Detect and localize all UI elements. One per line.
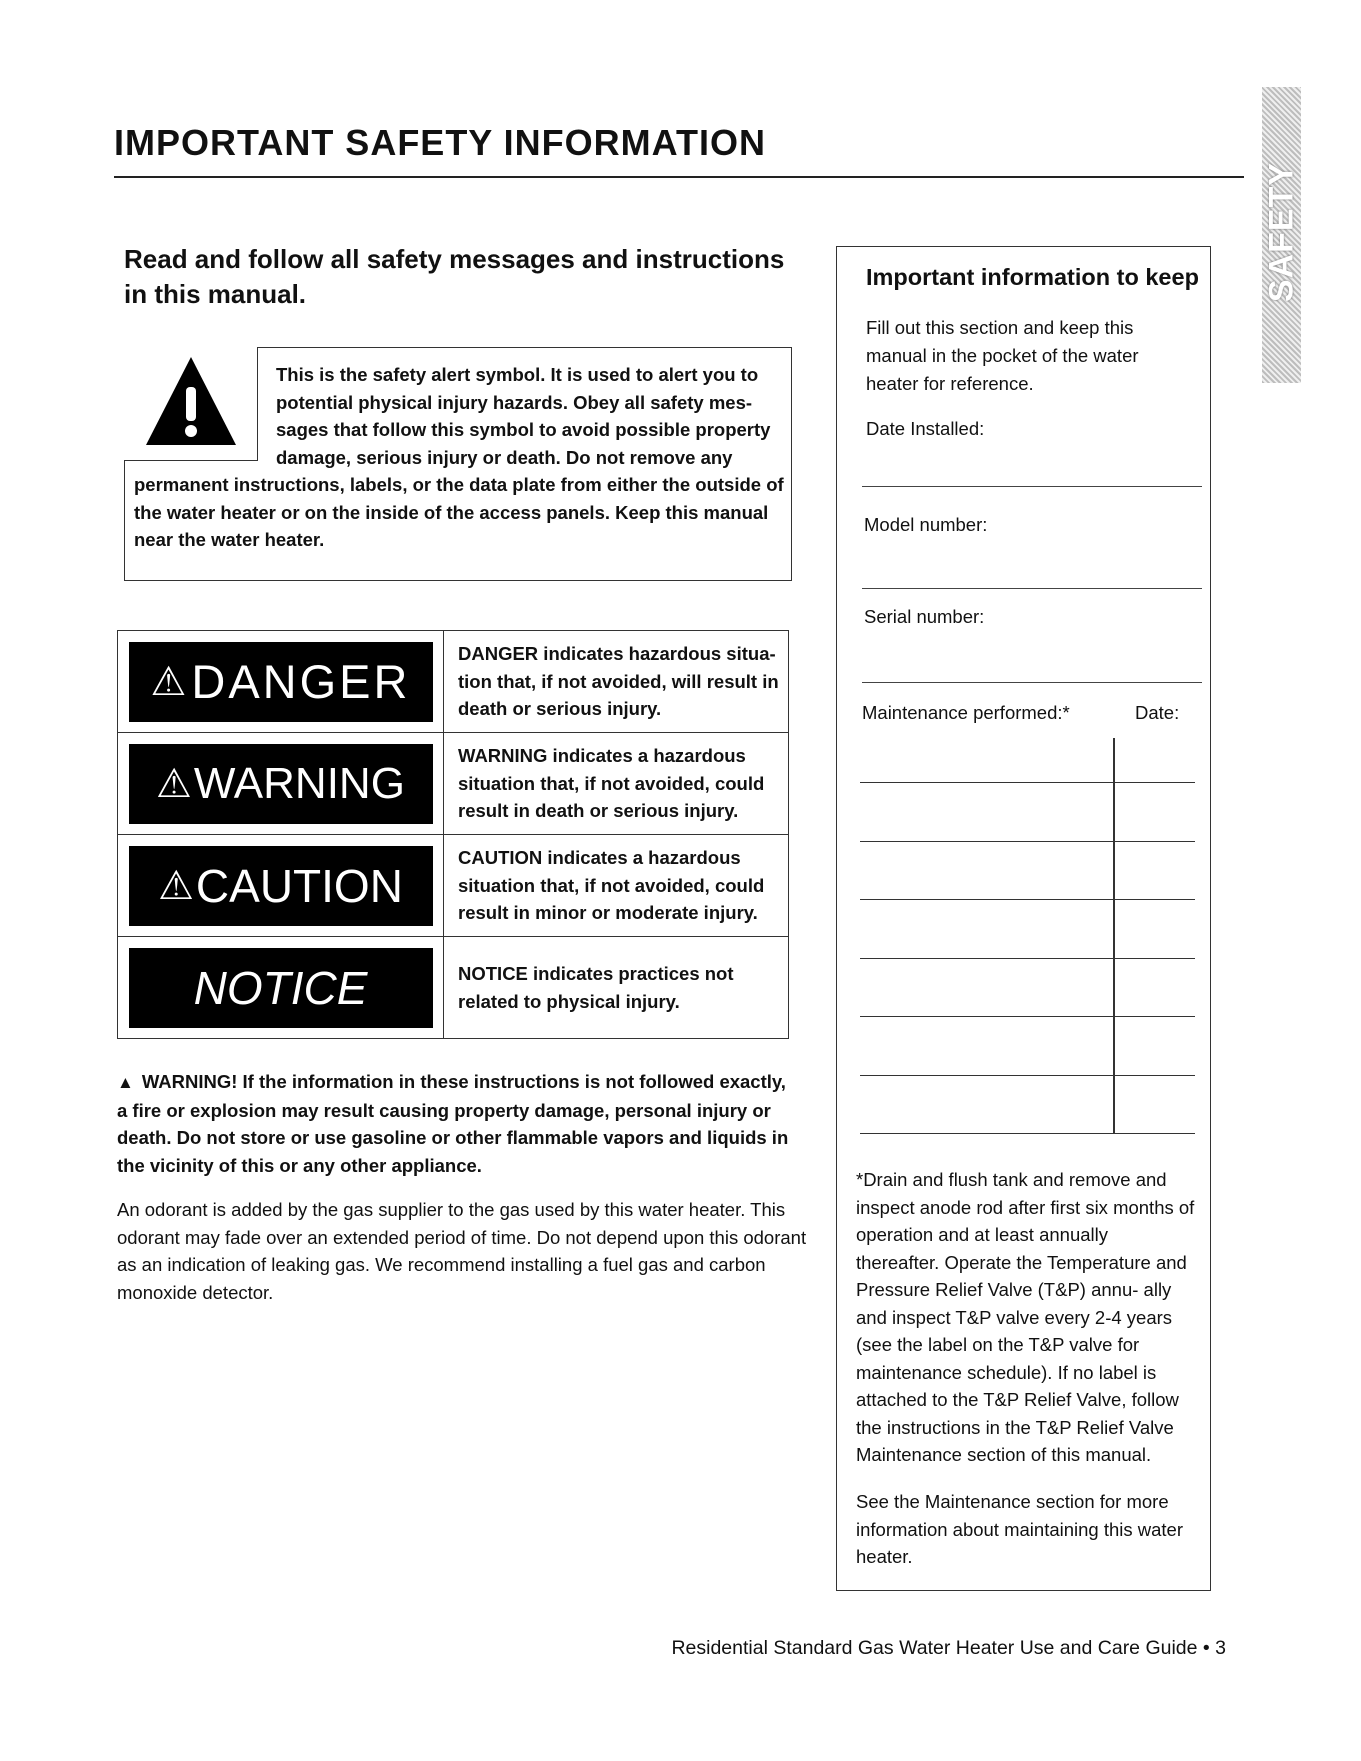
side-tab-label: SAFETY bbox=[1262, 161, 1300, 303]
alert-line: potential physical injury hazards. Obey all safety mes- bbox=[276, 391, 753, 413]
warning-badge: ⚠ WARNING bbox=[129, 744, 433, 824]
maintenance-line bbox=[860, 1075, 1195, 1076]
model-number-label: Model number: bbox=[864, 514, 988, 535]
maintenance-date-label: Date: bbox=[1135, 702, 1180, 723]
alert-triangle-icon: ⚠ bbox=[156, 761, 192, 806]
maintenance-column-divider bbox=[1113, 738, 1115, 1133]
danger-description: DANGER indicates hazardous situa- tion that, if not avoided, will result in death or serious injury. bbox=[444, 631, 789, 733]
maintenance-line bbox=[860, 958, 1195, 959]
alert-line: near the water heater. bbox=[134, 529, 325, 550]
maintenance-performed-label: Maintenance performed:* bbox=[862, 702, 1070, 723]
alert-triangle-icon: ⚠ bbox=[150, 659, 190, 704]
maintenance-line bbox=[860, 1133, 1195, 1134]
alert-line: the water heater or on the inside of the access panels. Keep this manual bbox=[134, 501, 769, 523]
maintenance-line bbox=[860, 899, 1195, 900]
caution-description: CAUTION indicates a hazardous situation that, if not avoided, could result in minor or moderate injury. bbox=[444, 835, 789, 937]
alert-line: permanent instructions, labels, or the data plate from either the outside of bbox=[134, 474, 784, 495]
odorant-paragraph: An odorant is added by the gas supplier to the gas used by this water heater. This odorant may fade over an extended period of time. Do not depend upon this odorant as an indication of leaking gas. We recommend installing a fuel gas and carbon monoxide detector. bbox=[117, 1199, 807, 1303]
page-footer: Residential Standard Gas Water Heater Use and Care Guide • 3 bbox=[671, 1637, 1226, 1659]
signal-word-table bbox=[117, 630, 789, 1039]
alert-triangle-icon: ⚠ bbox=[158, 863, 194, 908]
intro-heading: Read and follow all safety messages and instructions in this manual. bbox=[124, 244, 785, 309]
maintenance-line bbox=[860, 1016, 1195, 1017]
alert-line: sages that follow this symbol to avoid possible property bbox=[276, 419, 771, 440]
maintenance-line bbox=[860, 841, 1195, 842]
maintenance-see-more: See the Maintenance section for more information about maintaining this water heater. bbox=[856, 1491, 1184, 1567]
warning-description: WARNING indicates a hazardous situation that, if not avoided, could result in death or serious injury. bbox=[444, 733, 789, 835]
maintenance-line bbox=[860, 782, 1195, 783]
serial-number-label: Serial number: bbox=[864, 606, 985, 627]
info-box-heading: Important information to keep bbox=[866, 264, 1199, 290]
safety-alert-text bbox=[134, 361, 784, 554]
danger-badge: ⚠ DANGER bbox=[129, 642, 433, 722]
caution-badge: ⚠ CAUTION bbox=[129, 846, 433, 926]
page-title: IMPORTANT SAFETY INFORMATION bbox=[114, 122, 766, 163]
small-warning-triangle-icon: ▲ bbox=[117, 1073, 134, 1092]
notice-badge: NOTICE bbox=[129, 948, 433, 1028]
signal-row-caution bbox=[118, 835, 789, 937]
fire-explosion-warning: ▲ WARNING! If the information in these instructions is not followed exactly, a fire or explosion may result causing property damage, personal injury or death. Do not store or use gasoline or other flammable vapors and liquids in the vicinity of this or any other appliance. bbox=[117, 1071, 789, 1176]
signal-row-danger bbox=[118, 631, 789, 733]
alert-line: damage, serious injury or death. Do not remove any bbox=[276, 446, 733, 468]
notice-description: NOTICE indicates practices not related to physical injury. bbox=[444, 937, 789, 1039]
date-installed-line bbox=[862, 486, 1202, 487]
maintenance-note: *Drain and flush tank and remove and inspect anode rod after first six months of operation and at least annually thereafter. Operate the Temperature and Pressure Relief Valve (T&P) annu- ally and inspect T&P valve every 2-4 years (see the label on the T&P valve for maintenance schedule). If no label is attached to the T&P Relief Valve, follow the instructions in the T&P Relief Valve Maintenance section of this manual. bbox=[856, 1169, 1195, 1465]
model-number-line bbox=[862, 588, 1202, 589]
alert-line: This is the safety alert symbol. It is used to alert you to bbox=[276, 364, 759, 385]
signal-row-notice bbox=[118, 937, 789, 1039]
info-box-intro: Fill out this section and keep this manual in the pocket of the water heater for reference. bbox=[866, 317, 1139, 394]
serial-number-line bbox=[862, 682, 1202, 683]
side-tab bbox=[1262, 87, 1301, 383]
title-divider bbox=[114, 176, 1244, 178]
date-installed-label: Date Installed: bbox=[866, 418, 985, 439]
signal-row-warning bbox=[118, 733, 789, 835]
